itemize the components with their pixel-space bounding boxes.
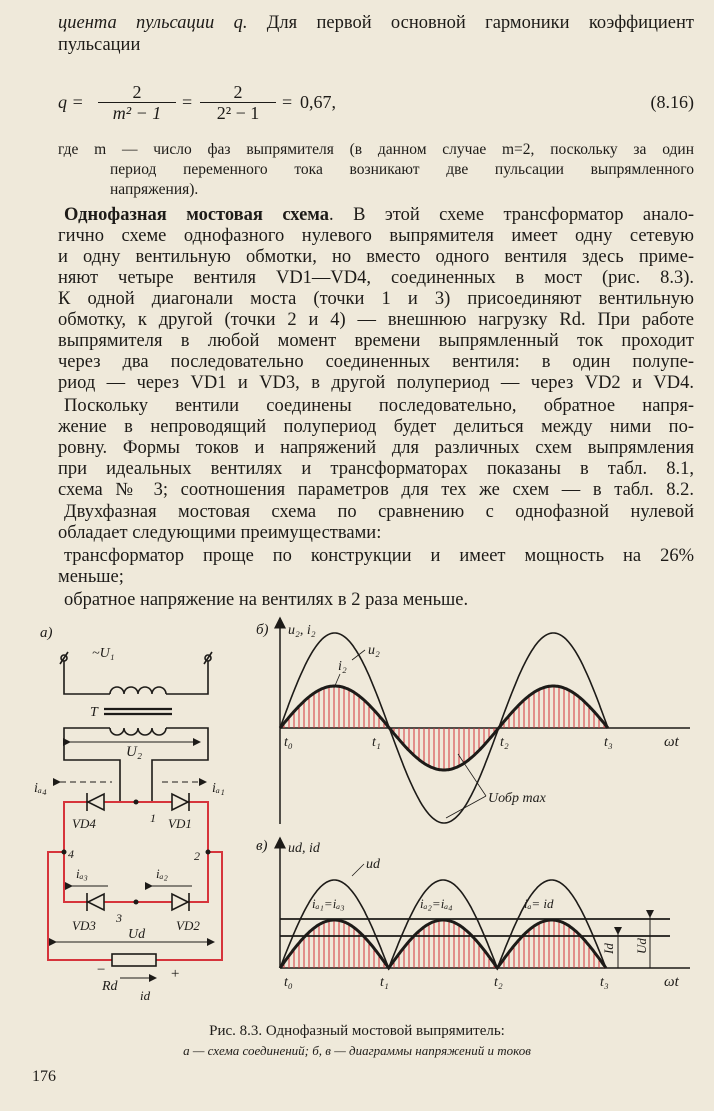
tick-t0-c: t₀ — [284, 975, 293, 990]
section-heading: Однофазная мостовая схема — [64, 205, 330, 225]
paragraph-line: схема № 3; соотношения параметров для тех же схем — в табл. 8.2. — [58, 480, 694, 500]
paragraph-line: гично схеме однофазного нулевого выпрямителя имеет одну сетевую — [58, 226, 694, 246]
eq-fraction-2: $\frac{2}{\text{2² − 1}}$ — [200, 82, 276, 123]
label-vd2: VD2 — [176, 918, 200, 933]
paragraph-line: К одной диагонали моста (точки 1 и 3) присоединяют вентильную — [58, 289, 694, 309]
tick-t1-c: t₁ — [380, 975, 389, 990]
axis-label-b: u₂, i₂ — [288, 623, 316, 638]
label-uobr-max: Uобр max — [488, 791, 546, 806]
equation-number: (8.16) — [650, 92, 694, 112]
label-ia2: iₐ₂ — [156, 866, 168, 881]
paragraph-line: обладает следующими преимуществами: — [58, 523, 382, 543]
label-ia2-ia4: iₐ₂=iₐ₄ — [420, 896, 453, 911]
label-Ud-avg: Ud — [634, 938, 649, 954]
label-ud-curve: ud — [366, 857, 380, 872]
figure-caption-sub: а — схема соединений; б, в — диаграммы напряжений и токов — [183, 1043, 531, 1058]
where-line: напряжения). — [110, 181, 199, 198]
tick-t2: t₂ — [500, 735, 509, 750]
tick-t3-c: t₃ — [600, 975, 609, 990]
diagram-b — [256, 618, 690, 824]
label-vd3: VD3 — [72, 918, 96, 933]
label-vd1: VD1 — [168, 816, 192, 831]
list-item: трансформатор проще по конструкции и имеет мощность на 26% — [64, 546, 694, 566]
paragraph-line: при идеальных вентилях и трансформаторах показаны в табл. 8.1, — [58, 459, 694, 479]
where-line: где m — число фаз выпрямителя (в данном случае m=2, поскольку за один — [58, 141, 694, 158]
panel-label-c: в) — [256, 838, 268, 854]
label-ia4: iₐ₄ — [34, 781, 47, 796]
label-i2: i₂ — [338, 659, 347, 674]
label-transformer: T — [90, 705, 98, 720]
label-ia-id: iₐ= id — [524, 896, 554, 911]
figure-caption: Рис. 8.3. Однофазный мостовой выпрямитель: — [209, 1023, 505, 1039]
paragraph-line: Однофазная мостовая схема. В этой схеме трансформатор анало- — [64, 205, 694, 225]
paragraph-line: через два последовательно соединенных вентиля: в один полупе- — [58, 352, 694, 372]
list-item: обратное напряжение на вентилях в 2 раза меньше. — [64, 590, 469, 610]
paragraph-line: риод — через VD1 и VD3, в другой полупериод — через VD2 и VD4. — [58, 373, 694, 393]
node-1: 1 — [150, 811, 156, 825]
label-ia1-ia3: iₐ₁=iₐ₃ — [312, 896, 345, 911]
equation-8-16 — [58, 82, 694, 130]
label-plus: + — [170, 966, 181, 982]
label-u1: ~U₁ — [92, 646, 115, 661]
circuit-schematic — [34, 625, 225, 1003]
label-Id: Id — [601, 943, 616, 954]
tick-t3: t₃ — [604, 735, 613, 750]
panel-label-a: а) — [40, 625, 53, 641]
eq-value: 0,67, — [300, 92, 336, 112]
where-line: период переменного тока возникают две пульсации выпрямленного — [110, 161, 694, 178]
label-vd4: VD4 — [72, 816, 96, 831]
node-3: 3 — [116, 911, 122, 925]
paragraph-line: ровну. Формы токов и напряжений для различных схем выпрямления — [58, 438, 694, 458]
label-id: id — [140, 988, 151, 1003]
paragraph-line: выпрямителя в любой момент времени выпрямленный ток проходит — [58, 331, 694, 351]
paragraph-line: обмотку, к другой (точки 2 и 4) — внешнюю нагрузку Rd. При работе — [58, 310, 694, 330]
paragraph-line: и одну вентильную обмотки, но вместо одного вентиля здесь приме- — [58, 247, 694, 267]
axis-wt-c: ωt — [664, 974, 679, 990]
label-u2: u₂ — [368, 643, 380, 658]
eq-equals: = — [282, 92, 293, 112]
label-u2: U₂ — [126, 744, 143, 760]
text-line: циента пульсации q. Для первой основной гармоники коэффициент — [58, 13, 694, 33]
paragraph-line: жение в непроводящий полупериод будет делиться между ними по- — [58, 417, 694, 437]
eq-equals: = — [182, 92, 193, 112]
tick-t1: t₁ — [372, 735, 381, 750]
tick-t0: t₀ — [284, 735, 293, 750]
label-rd: Rd — [102, 979, 118, 994]
paragraph-line: Поскольку вентили соединены последовательно, обратное напря- — [64, 396, 694, 416]
axis-label-c: ud, id — [288, 841, 320, 856]
text-line: пульсации — [58, 35, 141, 55]
eq-lhs: q = — [58, 92, 84, 112]
node-4: 4 — [68, 847, 74, 861]
label-minus: − — [96, 962, 107, 978]
diagram-c — [256, 838, 690, 990]
node-2: 2 — [194, 849, 200, 863]
paragraph-line: няют четыре вентиля VD1—VD4, соединенных в мост (рис. 8.3). — [58, 268, 694, 288]
list-item: меньше; — [58, 567, 124, 587]
eq-fraction-1: $\frac{2}{\text{m² − 1}}$ — [98, 82, 176, 123]
label-ia3: iₐ₃ — [76, 866, 88, 881]
figure-8-3 — [0, 612, 714, 1012]
panel-label-b: б) — [256, 622, 269, 638]
tick-t2-c: t₂ — [494, 975, 503, 990]
label-ud: Ud — [128, 927, 146, 942]
page-number: 176 — [32, 1068, 56, 1085]
paragraph-line: Двухфазная мостовая схема по сравнению с однофазной нулевой — [64, 502, 694, 522]
label-ia1: iₐ₁ — [212, 781, 225, 796]
axis-wt-b: ωt — [664, 734, 679, 750]
